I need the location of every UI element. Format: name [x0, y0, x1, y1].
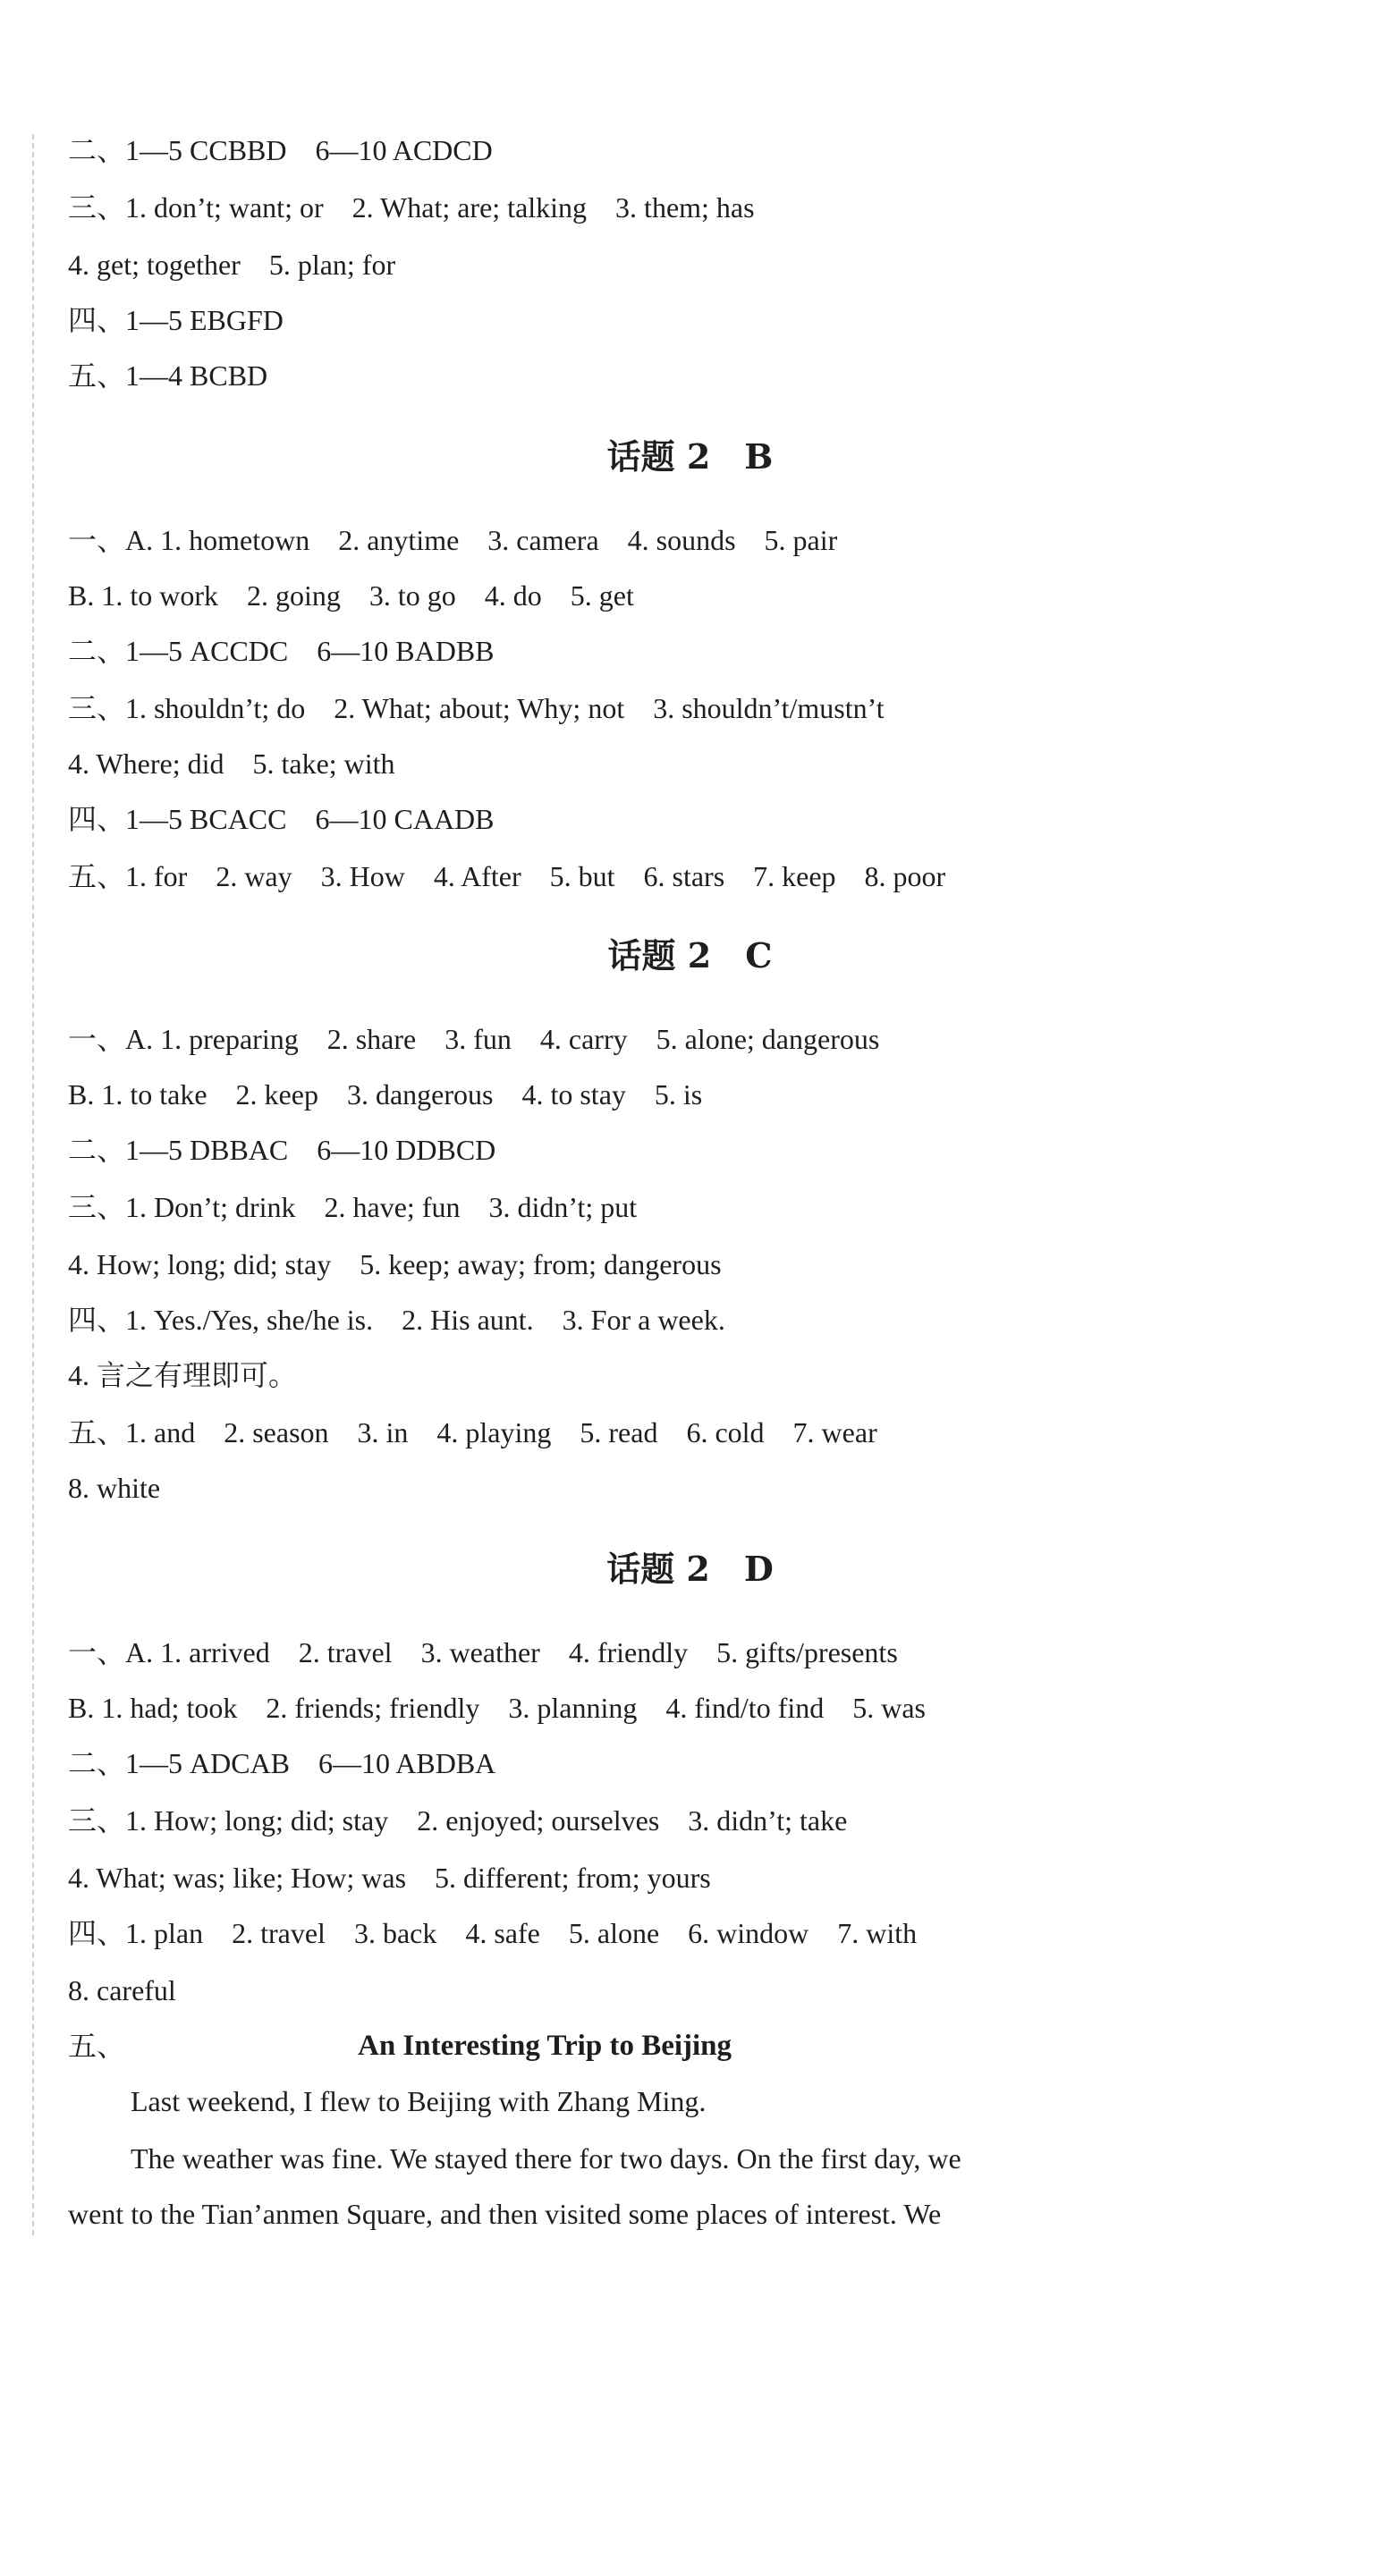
- section-heading: 话题 2 B: [606, 436, 774, 477]
- essay-title: An Interesting Trip to Beijing: [358, 2030, 732, 2062]
- answer-line: 三、1. Don’t; drink 2. have; fun 3. didn’t; put: [68, 1191, 638, 1223]
- answer-line: 二、1—5 ACCDC 6—10 BADBB: [68, 635, 495, 667]
- answer-line: 4. 言之有理即可。: [68, 1359, 298, 1391]
- answer-line: 一、A. 1. hometown 2. anytime 3. camera 4. sounds 5. pair: [68, 524, 838, 556]
- answer-line: 二、1—5 CCBBD 6—10 ACDCD: [68, 134, 493, 166]
- answer-line: 一、A. 1. arrived 2. travel 3. weather 4. friendly 5. gifts/presents: [68, 1636, 898, 1668]
- answer-line: B. 1. to take 2. keep 3. dangerous 4. to stay 5. is: [68, 1078, 703, 1111]
- answer-line: B. 1. to work 2. going 3. to go 4. do 5. get: [68, 579, 634, 612]
- answer-line: 4. What; was; like; How; was 5. different; from; yours: [68, 1862, 711, 1894]
- answer-line: 五、1. for 2. way 3. How 4. After 5. but 6. stars 7. keep 8. poor: [68, 860, 946, 892]
- answer-line: 三、1. shouldn’t; do 2. What; about; Why; not 3. shouldn’t/mustn’t: [68, 692, 885, 724]
- answer-line: 二、1—5 ADCAB 6—10 ABDBA: [68, 1747, 496, 1779]
- answer-line: B. 1. had; took 2. friends; friendly 3. planning 4. find/to find 5. was: [68, 1692, 927, 1724]
- answer-line: 4. How; long; did; stay 5. keep; away; from; dangerous: [68, 1248, 722, 1280]
- answer-line: 三、1. don’t; want; or 2. What; are; talking 3. them; has: [68, 191, 755, 224]
- answer-line: 四、1—5 BCACC 6—10 CAADB: [68, 803, 495, 835]
- essay-paragraph: The weather was fine. We stayed there for two days. On the first day, we: [131, 2142, 961, 2175]
- answer-line: 8. careful: [68, 1974, 176, 2006]
- answer-line: 五、1—4 BCBD: [68, 359, 268, 392]
- answer-line: 4. get; together 5. plan; for: [68, 249, 396, 281]
- answer-line: 四、1. plan 2. travel 3. back 4. safe 5. alone 6. window 7. with: [68, 1917, 918, 1949]
- answer-line: 三、1. How; long; did; stay 2. enjoyed; ourselves 3. didn’t; take: [68, 1804, 848, 1837]
- answer-line: 一、A. 1. preparing 2. share 3. fun 4. carry 5. alone; dangerous: [68, 1023, 880, 1055]
- answer-line: 二、1—5 DBBAC 6—10 DDBCD: [68, 1134, 496, 1166]
- section-heading: 话题 2 D: [606, 1549, 774, 1589]
- answer-line: 五、1. and 2. season 3. in 4. playing 5. read 6. cold 7. wear: [68, 1416, 877, 1448]
- essay-paragraph: went to the Tian’anmen Square, and then visited some places of interest. We: [68, 2198, 942, 2230]
- answer-line: 四、1. Yes./Yes, she/he is. 2. His aunt. 3. For a week.: [68, 1304, 725, 1336]
- section-heading: 话题 2 C: [607, 935, 773, 976]
- answer-line: 4. Where; did 5. take; with: [68, 747, 395, 780]
- essay-label: 五、: [68, 2030, 126, 2062]
- answer-line: 8. white: [68, 1472, 161, 1504]
- answer-line: 四、1—5 EBGFD: [68, 304, 284, 336]
- essay-paragraph: Last weekend, I flew to Beijing with Zhang Ming.: [131, 2085, 707, 2117]
